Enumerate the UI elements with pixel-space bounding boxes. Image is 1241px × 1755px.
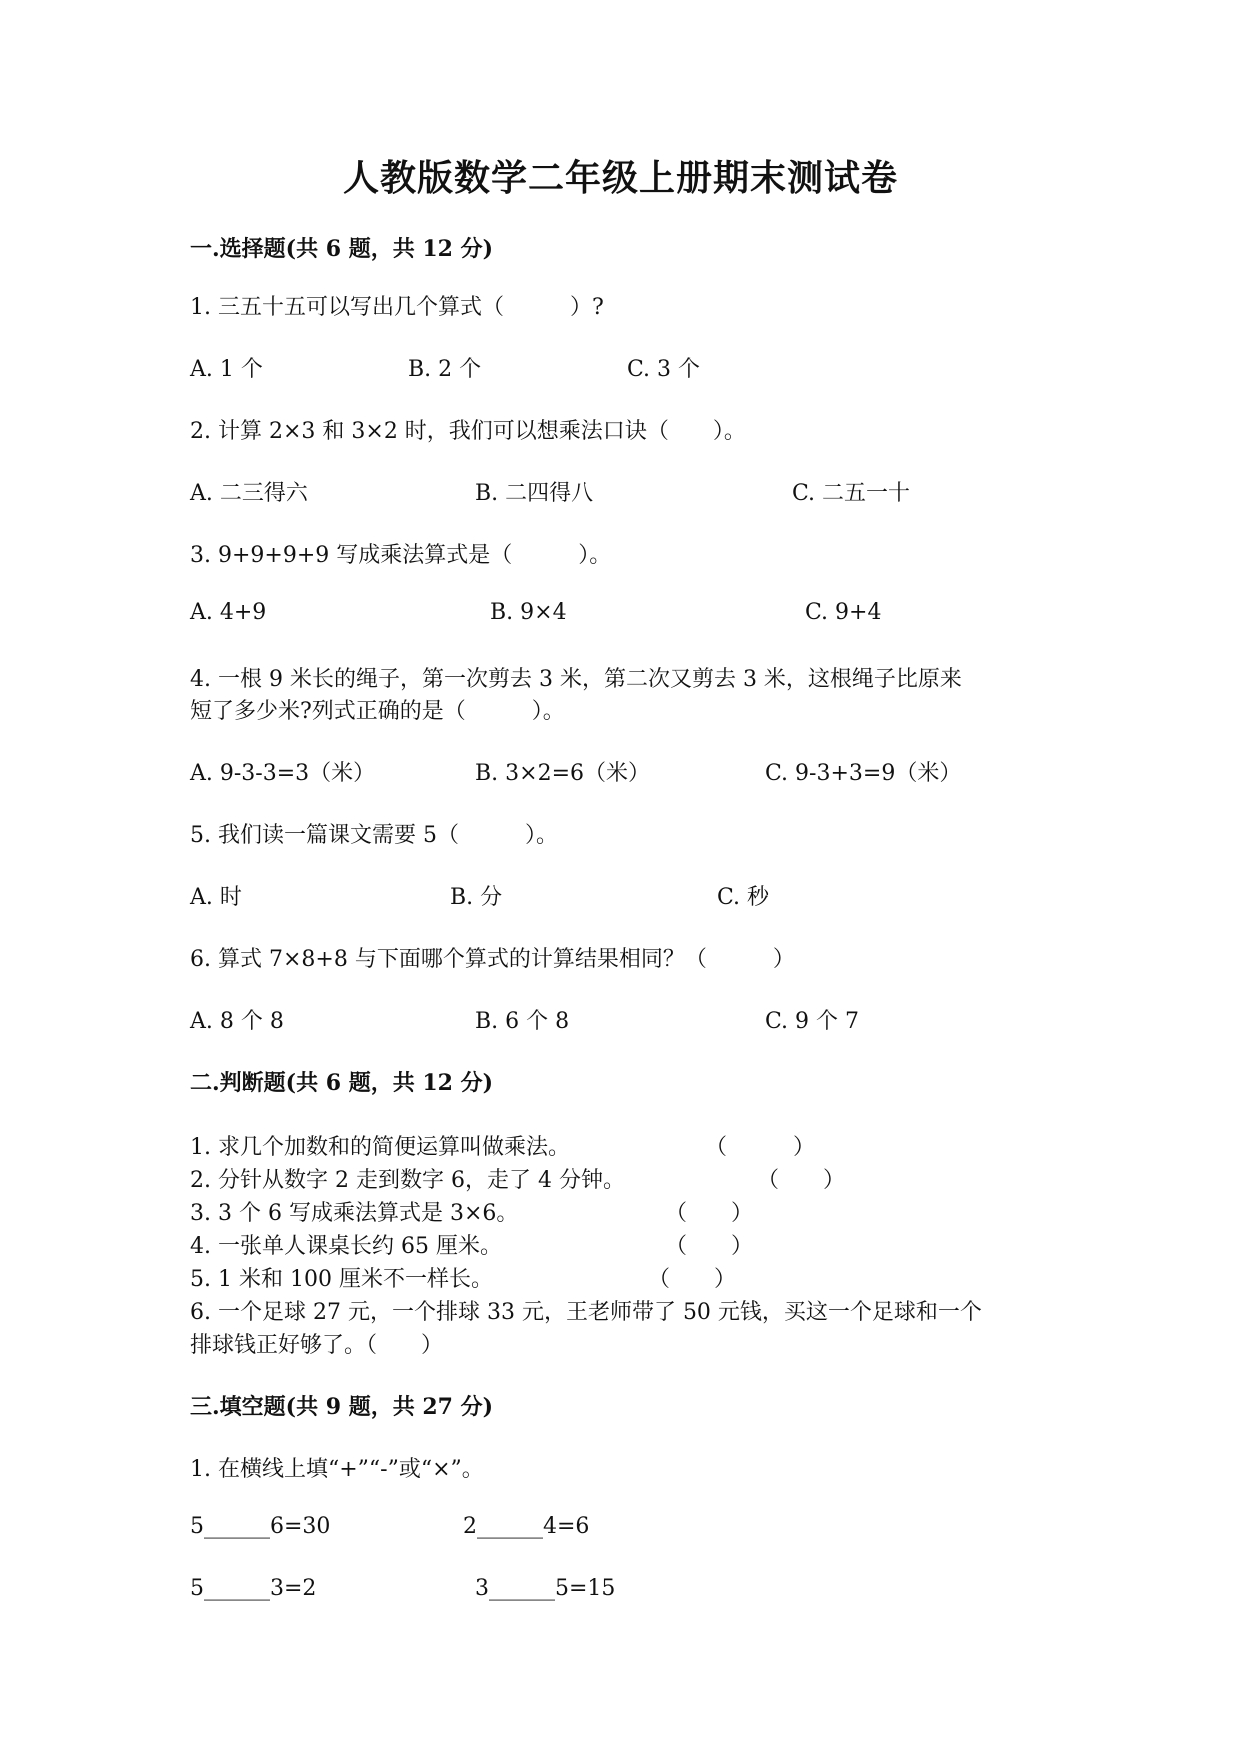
judge-item-1-blank[interactable]: （ ） bbox=[705, 1135, 816, 1160]
fill-question-1: 1. 在横线上填“+”“-”或“×”。 bbox=[190, 1457, 484, 1482]
choice-question-6: 6. 算式 7×8+8 与下面哪个算式的计算结果相同？（ ） bbox=[190, 947, 795, 972]
choice-q6-option-b[interactable]: B. 6 个 8 bbox=[475, 1009, 570, 1034]
judge-item-6-line-1: 6. 一个足球 27 元，一个排球 33 元，王老师带了 50 元钱，买这一个足球和一个 bbox=[190, 1300, 982, 1325]
judge-item-2-blank[interactable]: （ ） bbox=[757, 1168, 846, 1193]
choice-question-5: 5. 我们读一篇课文需要 5（ ）。 bbox=[190, 823, 558, 848]
judge-item-4: 4. 一张单人课桌长约 65 厘米。 bbox=[190, 1234, 502, 1259]
choice-q6-option-a[interactable]: A. 8 个 8 bbox=[190, 1009, 284, 1034]
choice-q2-option-b[interactable]: B. 二四得八 bbox=[475, 481, 594, 506]
choice-q5-option-b[interactable]: B. 分 bbox=[450, 885, 503, 910]
choice-q2-option-a[interactable]: A. 二三得六 bbox=[190, 481, 308, 506]
choice-q4-option-b[interactable]: B. 3×2=6（米） bbox=[475, 761, 651, 786]
exam-title: 人教版数学二年级上册期末测试卷 bbox=[342, 157, 898, 199]
section-heading-choice: 一.选择题(共 6 题，共 12 分) bbox=[190, 236, 494, 262]
fill-equation-3[interactable]: 5______3=2 bbox=[190, 1576, 317, 1601]
choice-q4-option-c[interactable]: C. 9-3+3=9（米） bbox=[765, 761, 962, 786]
choice-question-4-line-1: 4. 一根 9 米长的绳子，第一次剪去 3 米，第二次又剪去 3 米，这根绳子比原来 bbox=[190, 667, 962, 692]
judge-item-6-line-2: 排球钱正好够了。（ ） bbox=[190, 1333, 444, 1358]
choice-question-4-line-2: 短了多少米?列式正确的是（ ）。 bbox=[190, 699, 565, 724]
section-heading-fill: 三.填空题(共 9 题，共 27 分) bbox=[190, 1394, 494, 1420]
choice-q6-option-c[interactable]: C. 9 个 7 bbox=[765, 1009, 860, 1034]
choice-q5-option-a[interactable]: A. 时 bbox=[190, 885, 242, 910]
choice-q1-option-c[interactable]: C. 3 个 bbox=[627, 357, 701, 382]
section-heading-judge: 二.判断题(共 6 题，共 12 分) bbox=[190, 1070, 494, 1096]
judge-item-4-blank[interactable]: （ ） bbox=[665, 1234, 754, 1259]
fill-equation-1[interactable]: 5______6=30 bbox=[190, 1514, 331, 1539]
choice-q3-option-c[interactable]: C. 9+4 bbox=[805, 600, 882, 625]
fill-equation-4[interactable]: 3______5=15 bbox=[475, 1576, 616, 1601]
judge-item-3: 3. 3 个 6 写成乘法算式是 3×6。 bbox=[190, 1201, 519, 1226]
choice-question-3: 3. 9+9+9+9 写成乘法算式是（ ）。 bbox=[190, 543, 612, 568]
choice-q1-option-a[interactable]: A. 1 个 bbox=[190, 357, 263, 382]
fill-equation-2[interactable]: 2______4=6 bbox=[463, 1514, 590, 1539]
choice-question-2: 2. 计算 2×3 和 3×2 时，我们可以想乘法口诀（ ）。 bbox=[190, 419, 746, 444]
choice-q4-option-a[interactable]: A. 9-3-3=3（米） bbox=[190, 761, 376, 786]
choice-q3-option-b[interactable]: B. 9×4 bbox=[490, 600, 567, 625]
choice-q3-option-a[interactable]: A. 4+9 bbox=[190, 600, 267, 625]
judge-item-5: 5. 1 米和 100 厘米不一样长。 bbox=[190, 1267, 493, 1292]
choice-q1-option-b[interactable]: B. 2 个 bbox=[408, 357, 482, 382]
judge-item-3-blank[interactable]: （ ） bbox=[665, 1201, 754, 1226]
choice-q5-option-c[interactable]: C. 秒 bbox=[717, 885, 770, 910]
judge-item-2: 2. 分针从数字 2 走到数字 6，走了 4 分钟。 bbox=[190, 1168, 625, 1193]
choice-question-1: 1. 三五十五可以写出几个算式（ ）? bbox=[190, 295, 604, 320]
judge-item-5-blank[interactable]: （ ） bbox=[648, 1267, 737, 1292]
judge-item-1: 1. 求几个加数和的简便运算叫做乘法。 bbox=[190, 1135, 570, 1160]
choice-q2-option-c[interactable]: C. 二五一十 bbox=[792, 481, 911, 506]
